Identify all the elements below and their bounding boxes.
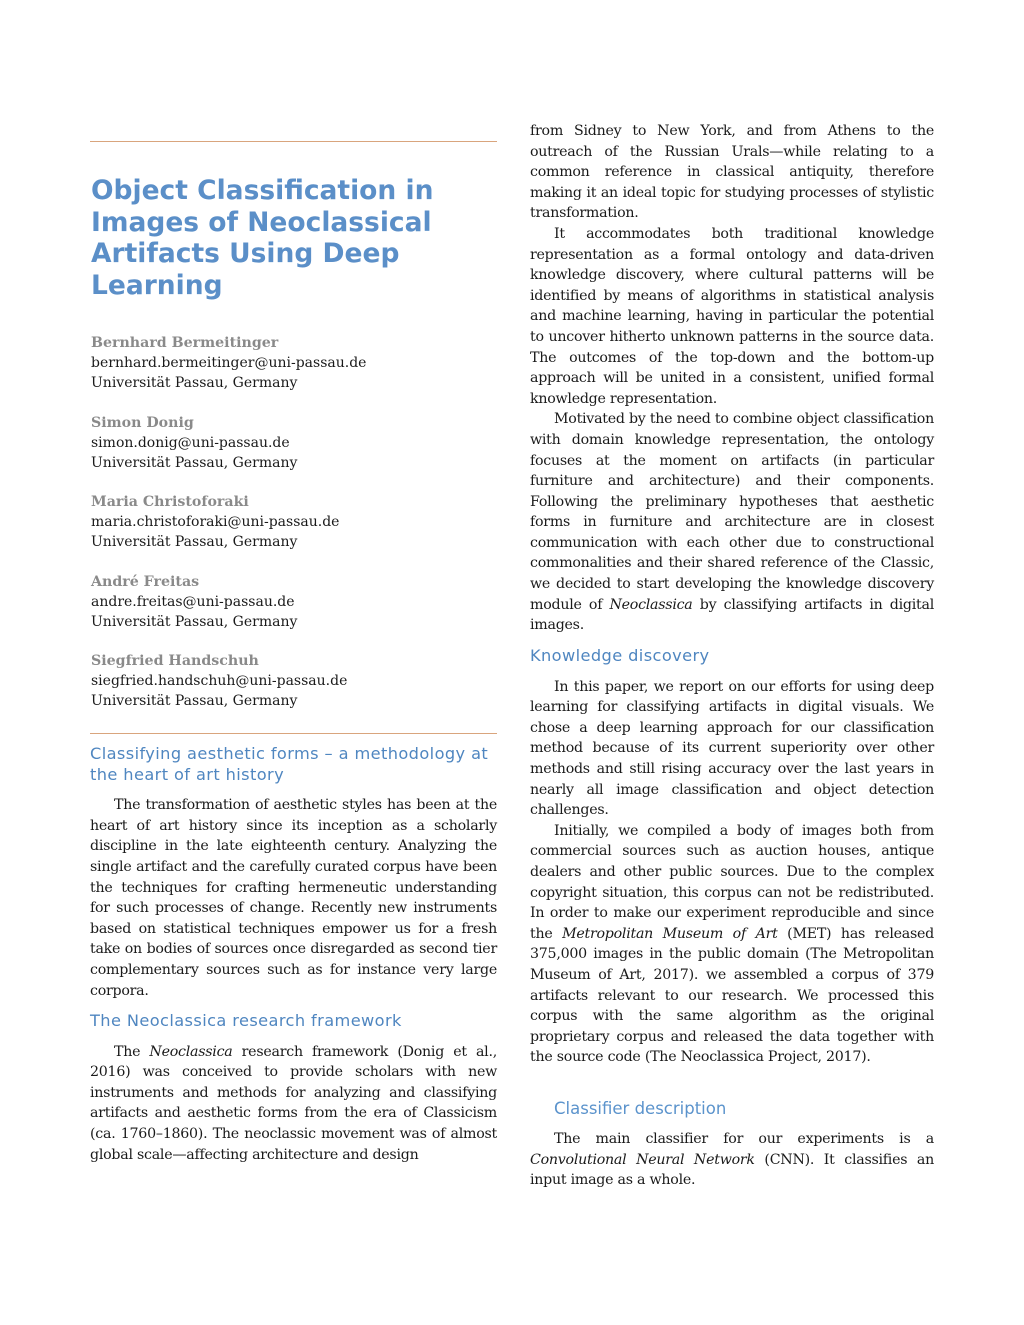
text-run: The main classifier for our experiments is a	[554, 1131, 934, 1147]
authors-bottom-rule	[90, 733, 497, 734]
author-entry	[91, 333, 491, 413]
paragraph: The transformation of aesthetic styles has been at the heart of art history since its inception as a scholarly discipline in the late eighteenth century. Analyzing the single artifact and the carefully curated corpus have been the techniques for crafting hermeneutic understanding for such processes of change. Recently new instruments based on statistical techniques empower us for a fresh take on bodies of sources once disregarded as second tier complementary sources such as for instance very large corpora.	[90, 797, 497, 999]
author-email: simon.donig@uni-passau.de	[91, 434, 290, 451]
emphasis: Metropolitan Museum of Art	[562, 925, 778, 942]
author-name: Maria Christoforaki	[91, 494, 249, 510]
section-classifying	[90, 744, 497, 1001]
author-entry	[91, 651, 491, 731]
paragraph: It accommodates both traditional knowledge representation as a formal ontology and data-driven knowledge discovery, where cultural patterns will be identified by means of algorithms in statistical analysis and machine learning, having in particular the potential to uncover hitherto unknown patterns in the source data. The outcomes of the top-down and the bottom-up approach will be united in a consistent, unified formal knowledge representation.	[530, 225, 934, 407]
author-name: Siegfried Handschuh	[91, 653, 259, 669]
section-knowledge	[530, 646, 934, 1068]
author-affiliation: Universität Passau, Germany	[91, 693, 298, 709]
author-name: André Freitas	[91, 573, 200, 590]
author-email: maria.christoforaki@uni-passau.de	[91, 514, 340, 530]
text-run: (CNN). It classifies an input image as a whole.	[530, 1151, 934, 1189]
section-framework-continued	[530, 121, 934, 636]
author-list	[91, 333, 491, 731]
author-affiliation: Universität Passau, Germany	[91, 375, 298, 391]
emphasis: Convolutional Neural Network	[530, 1151, 755, 1168]
author-affiliation: Universität Passau, Germany	[91, 613, 298, 630]
author-entry	[91, 492, 491, 572]
section-heading: The Neoclassica research framework	[90, 1011, 402, 1030]
author-email: andre.freitas@uni-passau.de	[91, 593, 295, 610]
text-run: Initially, we compiled a body of images both from commercial sources such as auction houses, antique dealers and other public sources. Due to the complex copyright situation, this corpus can not be redistributed. In order to make our experiment reproducible and since the	[530, 822, 934, 942]
section-framework	[90, 1011, 497, 1165]
emphasis: Neoclassica	[609, 596, 693, 613]
subsection-heading: Classifier description	[554, 1099, 727, 1118]
author-email: bernhard.bermeitinger@uni-passau.de	[91, 355, 367, 371]
author-name: Bernhard Bermeitinger	[91, 335, 279, 351]
paragraph: In this paper, we report on our efforts for using deep learning for classifying artifacts in digital visuals. We chose a deep learning approach for our classification method because of its current superiority over other methods and still rising accuracy over the last years in nearly all image classification and object detection challenges.	[530, 678, 934, 819]
author-affiliation: Universität Passau, Germany	[91, 454, 298, 471]
paper-title: Object Classification in Images of Neoclassical Artifacts Using Deep Learning	[91, 175, 434, 301]
text-run: The	[114, 1043, 150, 1060]
paragraph-continued: from Sidney to New York, and from Athens to the outreach of the Russian Urals—while relating to a common reference in classical antiquity, therefore making it an ideal topic for studying processes of stylistic transformation.	[530, 123, 934, 222]
author-affiliation: Universität Passau, Germany	[91, 534, 298, 550]
author-entry	[91, 413, 491, 493]
title-top-rule	[90, 141, 497, 142]
emphasis: Neoclassica	[149, 1043, 233, 1060]
paragraph	[530, 821, 934, 1068]
text-run: by classifying artifacts in digital images.	[530, 596, 934, 634]
section-heading: Classifying aesthetic forms – a methodology at the heart of art history	[90, 744, 489, 784]
author-entry	[91, 572, 491, 652]
paragraph	[530, 409, 934, 636]
author-name: Simon Donig	[91, 414, 194, 431]
paragraph	[90, 1042, 497, 1166]
text-run: (MET) has released 375,000 images in the public domain (The Metropolitan Museum of Art, 2017). we assembled a corpus of 379 artifacts relevant to our research. We processed this corpus with the same algorithm as the original proprietary corpus and released the data together with the source code (The Neoclassica Project, 2017).	[530, 925, 934, 1066]
section-heading: Knowledge discovery	[530, 646, 710, 665]
paragraph	[530, 1129, 934, 1191]
section-classifier	[530, 1098, 934, 1191]
author-email: siegfried.handschuh@uni-passau.de	[91, 673, 348, 689]
text-run: research framework (Donig et al., 2016) was conceived to provide scholars with new instruments and methods for analyzing and classifying artifacts and aesthetic forms from the era of Classicism (ca. 1760–1860). The neoclassic movement was of almost global scale—affecting architecture and design	[90, 1043, 497, 1163]
text-run: Motivated by the need to combine object classification with domain knowledge representation, the ontology focuses at the moment on artifacts (in particular furniture and architecture) and their components. Following the preliminary hypotheses that aesthetic forms in furniture and architecture are in closest communication with each other due to constructional commonalities and their shared reference of the Classic, we decided to start developing the knowledge discovery module of	[530, 411, 934, 613]
